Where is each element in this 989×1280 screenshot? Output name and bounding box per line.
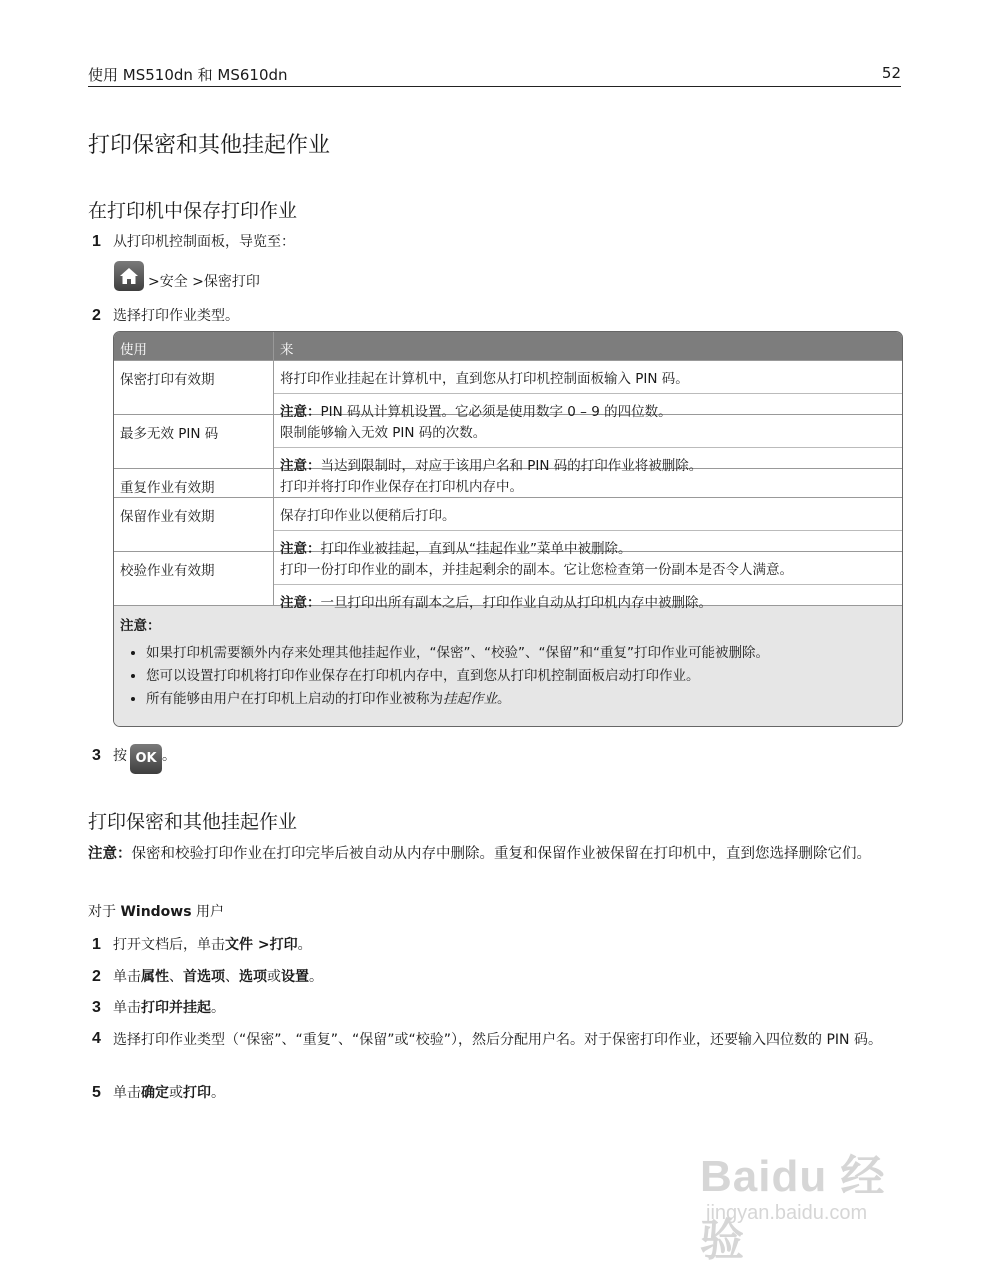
ok-button-icon[interactable]: OK: [130, 744, 162, 774]
row-desc: 保存打印作业以便稍后打印。: [280, 508, 456, 524]
row-name: 最多无效 PIN 码: [114, 415, 274, 468]
table-header-use: 使用: [114, 332, 274, 360]
win-step-5: 5 单击确定或打印。: [92, 1084, 225, 1101]
step-text: 选择打印作业类型。: [113, 308, 239, 324]
step-2: [92, 305, 239, 325]
step-number: 1: [92, 233, 101, 250]
win-step-1: 1 打开文档后，单击文件 >打印。: [92, 936, 312, 953]
win-step-3: 3 单击打印并挂起。: [92, 999, 225, 1016]
row-desc: 将打印作业挂起在计算机中，直到您从打印机控制面板输入 PIN 码。: [280, 371, 689, 387]
row-name: 校验作业有效期: [114, 552, 274, 605]
list-item: • 您可以设置打印机将打印作业保存在打印机内存中，直到您从打印机控制面板启动打印作业。: [146, 667, 896, 686]
win-step-4: 4 选择打印作业类型（“保密”、“重复”、“保留”或“校验”），然后分配用户名。对于保密打印作业，还要输入四位数的 PIN 码。: [92, 1030, 882, 1048]
section2-heading: 打印保密和其他挂起作业: [88, 811, 298, 833]
step-3: 3 按 OK 。: [92, 744, 176, 774]
row-note: 注意：PIN 码从计算机设置。它必须是使用数字 0 – 9 的四位数。: [274, 393, 902, 426]
notes-title: 注意：: [120, 618, 161, 634]
watermark-site: jingyan.baidu.com: [706, 1202, 868, 1224]
page-header: [88, 62, 901, 87]
row-desc: 限制能够输入无效 PIN 码的次数。: [280, 425, 487, 441]
row-note: 注意：打印作业被挂起，直到从“挂起作业”菜单中被删除。: [274, 530, 902, 563]
step-1: [92, 231, 295, 251]
table-header-to: 来: [280, 342, 294, 358]
table-row: [114, 497, 902, 557]
section1-heading: 在打印机中保存打印作业: [88, 200, 298, 222]
nav-path: [114, 261, 260, 291]
row-note: 注意：一旦打印出所有副本之后，打印作业自动从打印机内存中被删除。: [274, 584, 902, 617]
step-number: 2: [92, 307, 101, 324]
table-notes: [114, 605, 902, 727]
settings-table: [113, 331, 903, 727]
row-desc: 打印并将打印作业保存在打印机内存中。: [280, 479, 523, 495]
row-name: 保密打印有效期: [114, 361, 274, 414]
notes-list: [120, 644, 896, 709]
section2-note: 注意：保密和校验打印作业在打印完毕后被自动从内存中删除。重复和保留作业被保留在打印机中，直到您选择删除它们。: [88, 846, 871, 862]
row-name: 重复作业有效期: [114, 469, 274, 497]
page-title: 打印保密和其他挂起作业: [88, 133, 331, 158]
win-step-2: 2 单击属性、首选项、选项或设置。: [92, 968, 323, 985]
table-row: [114, 414, 902, 474]
step-number: 3: [92, 747, 101, 764]
table-row: [114, 551, 902, 611]
row-name: 保留作业有效期: [114, 498, 274, 551]
windows-users-heading: 对于 Windows 用户: [88, 904, 225, 920]
row-note: 注意：当达到限制时，对应于该用户名和 PIN 码的打印作业将被删除。: [274, 447, 902, 480]
baidu-watermark: [700, 1130, 930, 1265]
page-number: 52: [881, 64, 901, 82]
table-row: [114, 468, 902, 497]
table-row: [114, 360, 902, 420]
list-item: • 所有能够由用户在打印机上启动的打印作业被称为挂起作业。: [146, 690, 896, 709]
step-text: 从打印机控制面板，导览至：: [113, 234, 295, 250]
step-text: 按: [113, 748, 127, 764]
table-header: [114, 332, 902, 360]
header-title: 使用 MS510dn 和 MS610dn: [88, 66, 288, 84]
watermark-logo: Baidu 经验: [700, 1152, 886, 1265]
list-item: • 如果打印机需要额外内存来处理其他挂起作业，“保密”、“校验”、“保留”和“重复”打印作业可能被删除。: [146, 644, 896, 663]
home-icon[interactable]: [114, 261, 144, 291]
row-desc: 打印一份打印作业的副本，并挂起剩余的副本。它让您检查第一份副本是否令人满意。: [280, 562, 793, 578]
nav-path-text: >安全 >保密打印: [148, 274, 260, 290]
